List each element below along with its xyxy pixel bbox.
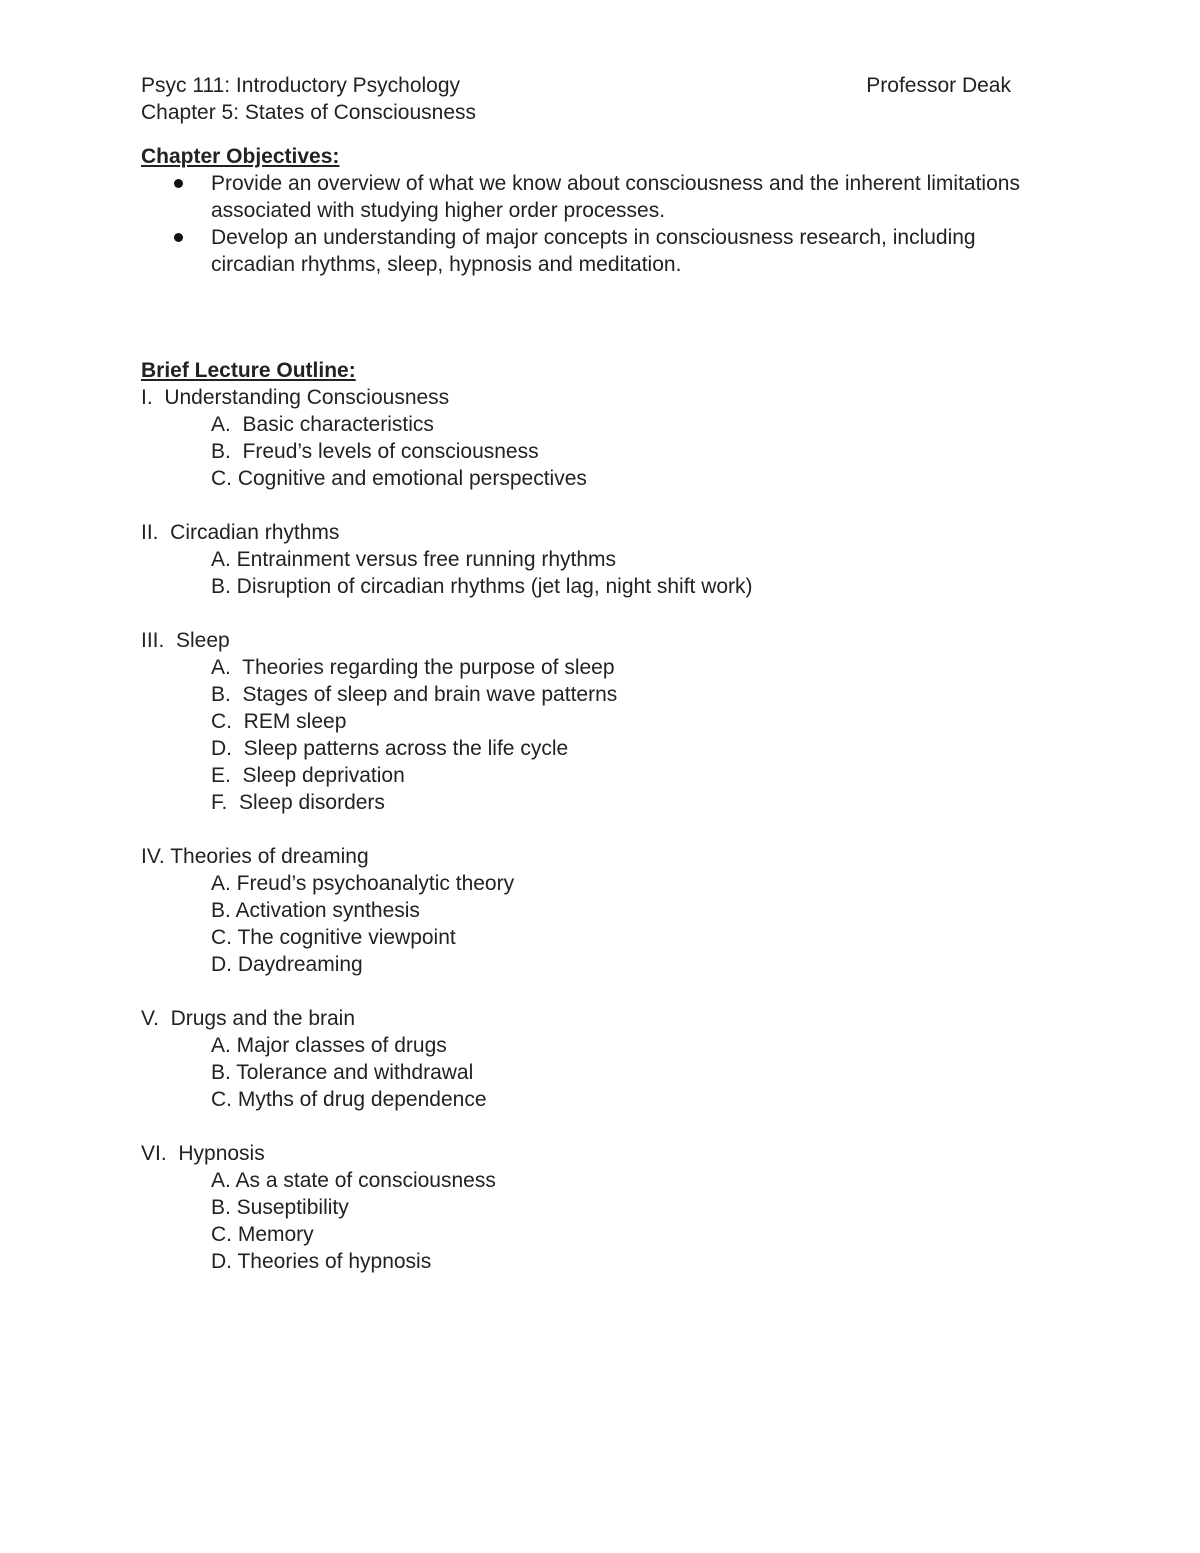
outline-section xyxy=(141,843,1021,978)
outline-item: A. Basic characteristics xyxy=(211,413,434,436)
section-title: IV. Theories of dreaming xyxy=(141,845,369,868)
outline-item: A. Entrainment versus free running rhythms xyxy=(211,548,617,571)
chapter-title: Chapter 5: States of Consciousness xyxy=(141,101,477,124)
outline-item: B. Tolerance and withdrawal xyxy=(211,1061,474,1084)
outline-item: A. As a state of consciousness xyxy=(211,1169,496,1192)
objectives-list xyxy=(141,170,1021,278)
outline-item: D. Theories of hypnosis xyxy=(211,1250,432,1273)
outline-section xyxy=(141,384,1021,492)
outline-item: A. Freud’s psychoanalytic theory xyxy=(211,872,515,895)
outline-item: A. Theories regarding the purpose of sleep xyxy=(211,656,615,679)
objective-text: Provide an overview of what we know about consciousness and the inherent limitations associated with studying higher order processes. xyxy=(211,172,1020,222)
section-title: V. Drugs and the brain xyxy=(141,1007,356,1030)
section-title: I. Understanding Consciousness xyxy=(141,386,450,409)
outline-item: E. Sleep deprivation xyxy=(211,764,405,787)
outline-section xyxy=(141,627,1021,816)
section-title: III. Sleep xyxy=(141,629,230,652)
objective-item xyxy=(141,170,1021,224)
outline-section xyxy=(141,1140,1021,1275)
outline-item: D. Sleep patterns across the life cycle xyxy=(211,737,569,760)
outline-item: F. Sleep disorders xyxy=(211,791,385,814)
outline-heading: Brief Lecture Outline: xyxy=(141,359,356,382)
outline-item: A. Major classes of drugs xyxy=(211,1034,447,1057)
outline-item: C. REM sleep xyxy=(211,710,347,733)
outline-item: C. The cognitive viewpoint xyxy=(211,926,456,949)
header-row xyxy=(141,72,1021,99)
objectives-heading: Chapter Objectives: xyxy=(141,145,340,168)
document-body xyxy=(141,72,1021,1275)
outline-item: B. Stages of sleep and brain wave patterns xyxy=(211,683,618,706)
outline-item: D. Daydreaming xyxy=(211,953,363,976)
objective-text: Develop an understanding of major concepts in consciousness research, including circadian rhythms, sleep, hypnosis and meditation. xyxy=(211,226,976,276)
outline-item: C. Cognitive and emotional perspectives xyxy=(211,467,587,490)
outline-section xyxy=(141,1005,1021,1113)
outline-item: C. Memory xyxy=(211,1223,314,1246)
outline-section xyxy=(141,519,1021,600)
professor-name: Professor Deak xyxy=(866,74,1011,97)
section-title: II. Circadian rhythms xyxy=(141,521,340,544)
course-title: Psyc 111: Introductory Psychology xyxy=(141,74,461,97)
bullet-icon xyxy=(174,179,183,188)
outline-item: B. Disruption of circadian rhythms (jet lag, night shift work) xyxy=(211,575,753,598)
objective-item xyxy=(141,224,1021,278)
outline-item: B. Suseptibility xyxy=(211,1196,349,1219)
section-title: VI. Hypnosis xyxy=(141,1142,265,1165)
outline-item: B. Freud’s levels of consciousness xyxy=(211,440,539,463)
outline-item: B. Activation synthesis xyxy=(211,899,420,922)
outline-item: C. Myths of drug dependence xyxy=(211,1088,487,1111)
bullet-icon xyxy=(174,233,183,242)
